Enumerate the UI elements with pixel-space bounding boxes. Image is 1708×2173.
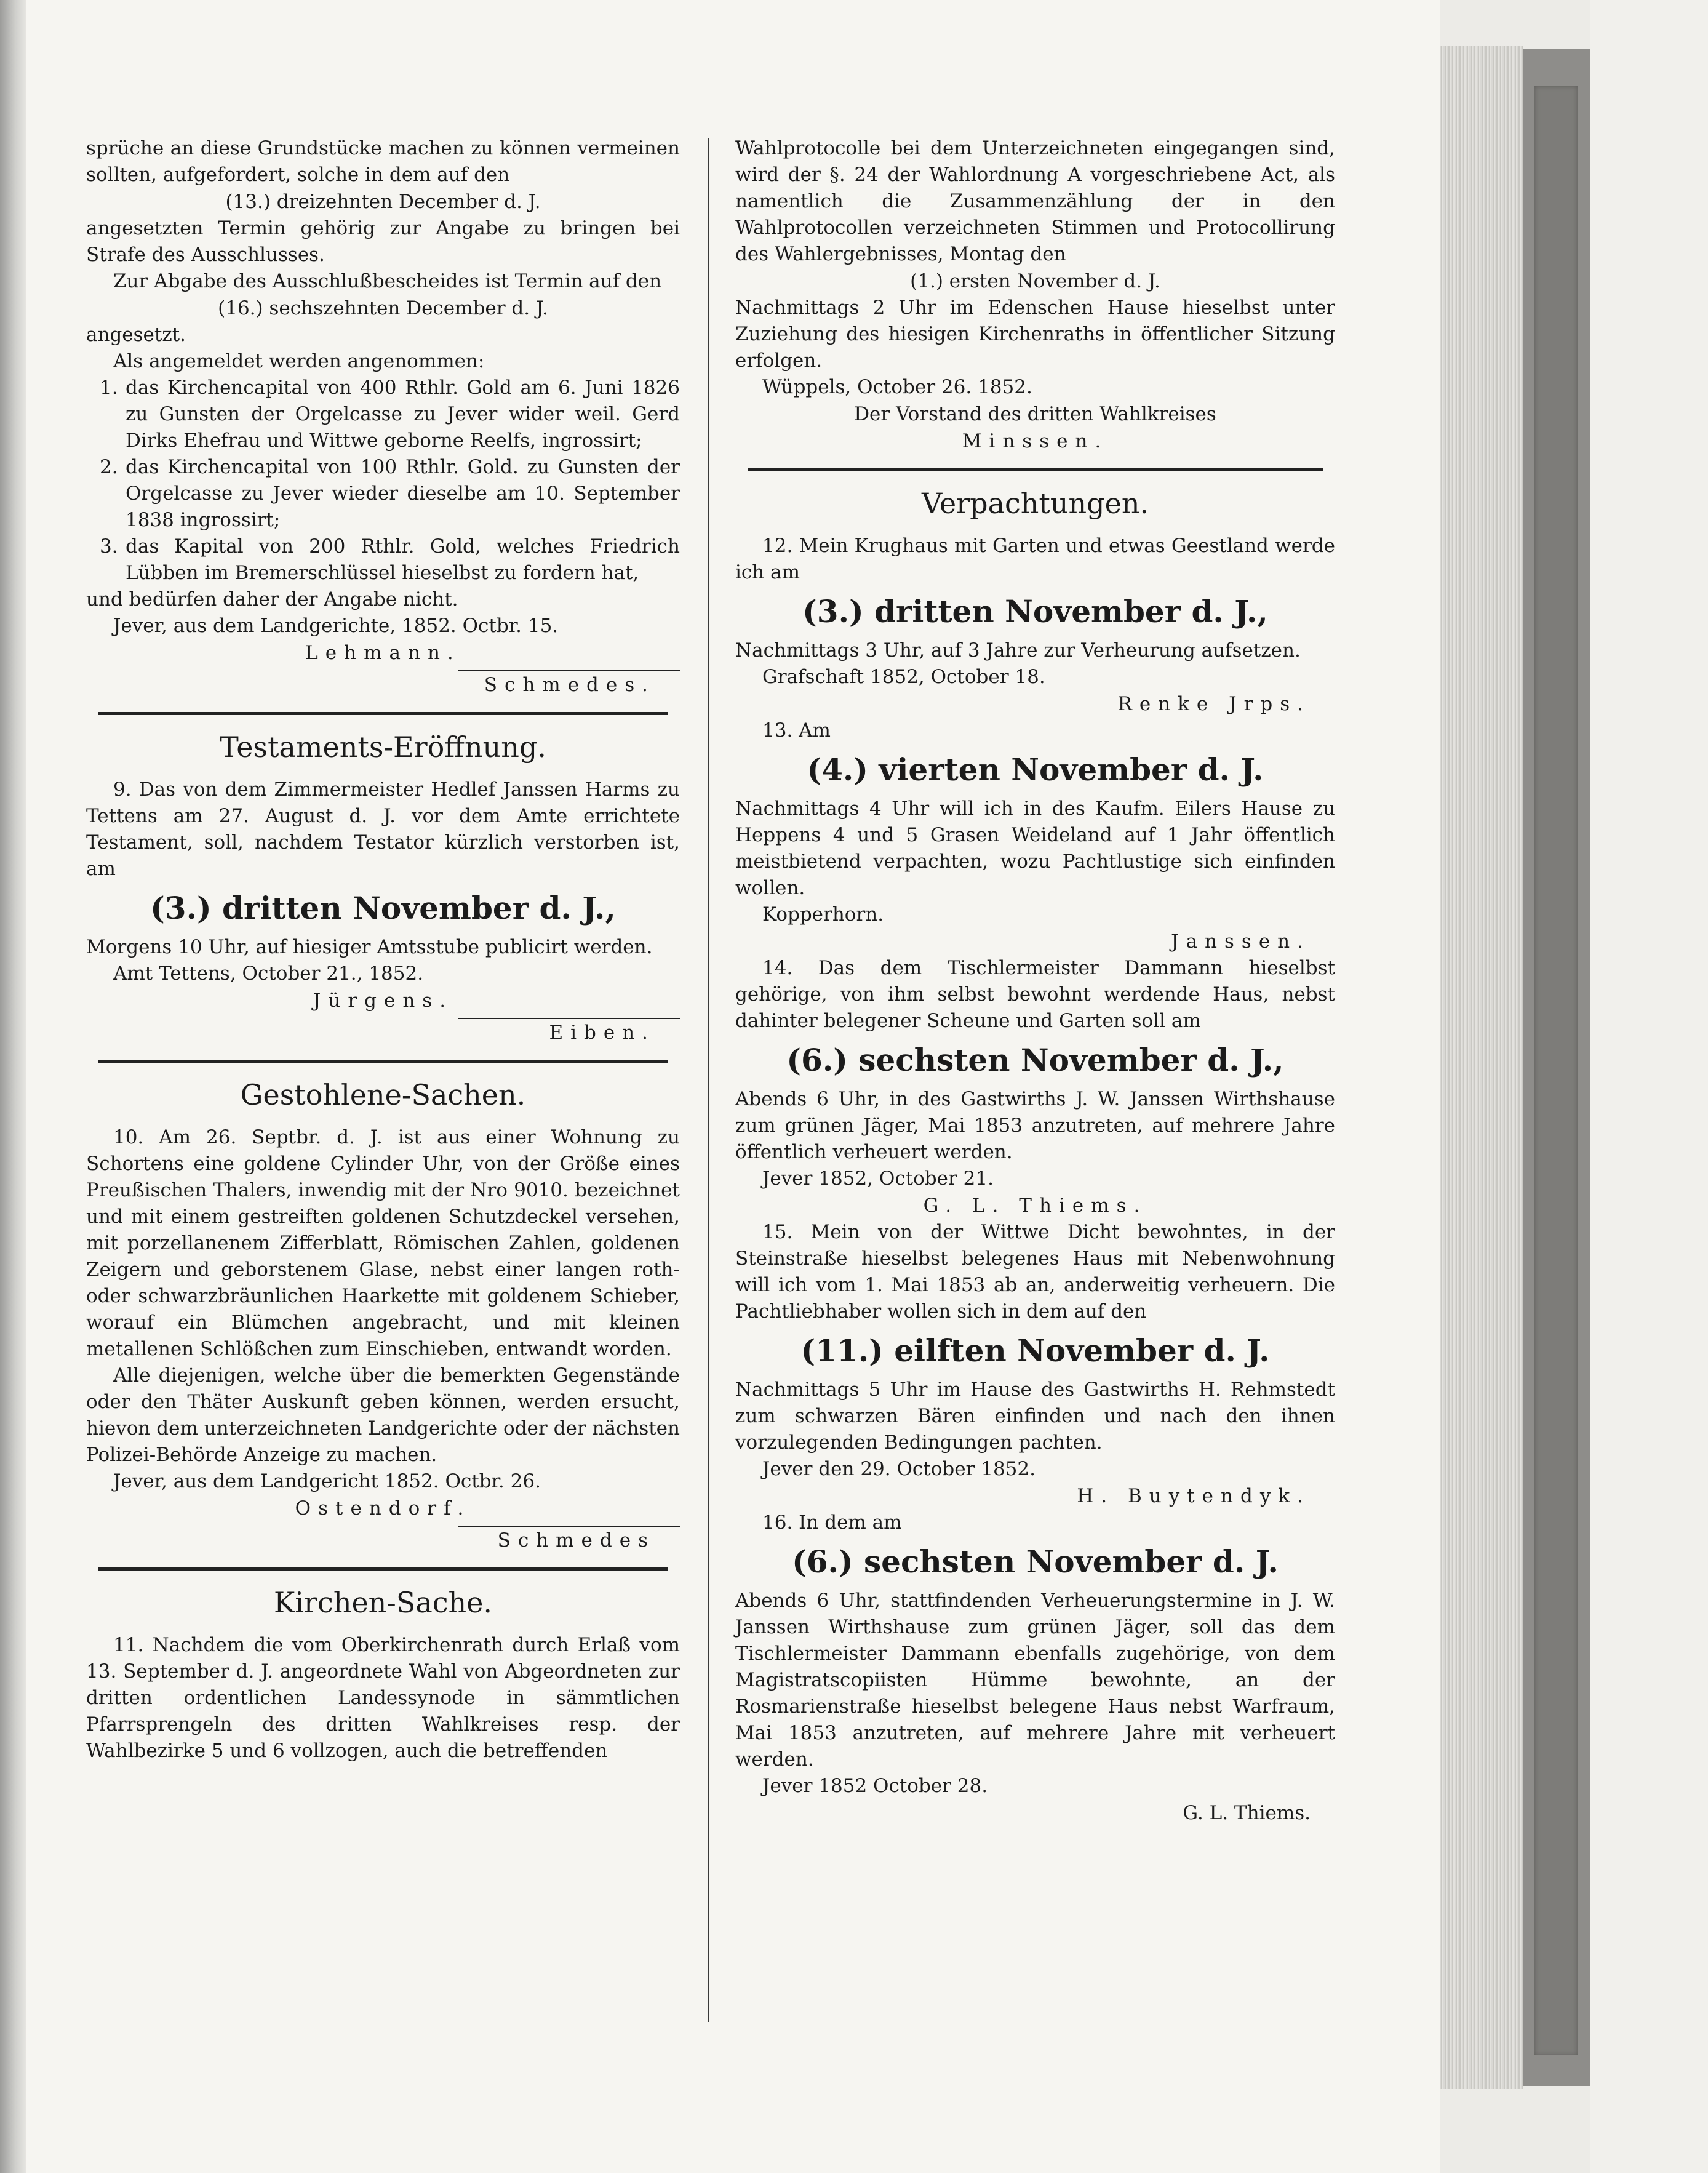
paragraph: Nachmittags 4 Uhr will ich in des Kaufm. Eilers Hause zu Heppens 4 und 5 Grasen Weideland auf 1 Jahr öffentlich meistbietend verpachten, wozu Pachtlustige sich einfinden wollen. <box>735 798 1335 899</box>
paragraph: Als angemeldet werden angenommen: <box>113 350 485 372</box>
paragraph: Nachmittags 3 Uhr, auf 3 Jahre zur Verheurung aufsetzen. <box>735 639 1301 662</box>
paragraph: Alle diejenigen, welche über die bemerkten Gegenstände oder den Thäter Auskunft geben können, werden ersucht, hievon dem unterzeichneten Landgerichte oder der nächsten Polizei-Behörde Anzeige zu machen. <box>86 1364 680 1466</box>
date-line: (13.) dreizehnten December d. J. <box>225 191 541 213</box>
paragraph: Abends 6 Uhr, in des Gastwirths J. W. Janssen Wirthshause zum grünen Jäger, Mai 1853 anzutreten, auf mehrere Jahre öffentlich verheuert werden. <box>735 1088 1335 1163</box>
signature: G. L. Thiems. <box>1183 1802 1311 1824</box>
date-headline: (3.) dritten November d. J., <box>802 593 1268 630</box>
list-item <box>86 375 680 454</box>
intro-text: sprüche an diese Grundstücke machen zu können vermeinen sollten, aufgefordert, solche in dem auf den <box>86 137 680 186</box>
list-text: das Kirchencapital von 100 Rthlr. Gold. zu Gunsten der Orgelcasse zu Jever wieder dieselbe am 10. September 1838 ingrossirt; <box>126 456 680 531</box>
right-column <box>735 135 1335 1827</box>
notice-paragraph: 15. Mein von der Wittwe Dicht bewohntes, in der Steinstraße hieselbst belegenes Haus mit Nebenwohnung will ich vom 1. Mai 1853 ab an, anderweitig verheuern. Die Pachtliebhaber wollen sich in dem auf den <box>735 1221 1335 1323</box>
paragraph: Zur Abgabe des Ausschlußbescheides ist Termin auf den <box>113 270 662 292</box>
signature: Janssen. <box>1171 930 1311 953</box>
signature: Renke Jrps. <box>1117 693 1311 715</box>
section-rule <box>98 712 668 715</box>
notice-paragraph: 10. Am 26. Septbr. d. J. ist aus einer Wohnung zu Schortens eine goldene Cylinder Uhr, von der Größe eines Preußischen Thalers, inwendig mit der Nro 9010. bezeichnet und mit einem gestreiften goldenen Schutzdeckel versehen, mit porzellanenem Zifferblatt, Römischen Zahlen, goldenen Zeigern und geborstenem Glase, nebst einer langen roth- oder schwarzbräunlichen Haarkette mit goldenem Schieber, worauf ein Blümchen angebracht, und mit kleinen metallenen Schlößchen zum Einschieben, entwandt worden. <box>86 1126 680 1360</box>
signature: Schmedes. <box>484 674 655 696</box>
section-rule <box>748 468 1323 471</box>
signature: Lehmann. <box>305 642 461 664</box>
list-item <box>86 534 680 586</box>
list-item <box>86 454 680 534</box>
date-headline: (4.) vierten November d. J. <box>807 751 1264 788</box>
place-date: Grafschaft 1852, October 18. <box>762 666 1045 688</box>
list-number: 2. <box>100 456 118 478</box>
section-heading: Verpachtungen. <box>921 487 1149 520</box>
list-number: 1. <box>100 377 118 399</box>
scan-background <box>1590 0 1708 2173</box>
place-date: Amt Tettens, October 21., 1852. <box>113 962 424 985</box>
notice-paragraph: 9. Das von dem Zimmermeister Hedlef Janssen Harms zu Tettens am 27. August d. J. vor dem Amte errichtete Testament, soll, nachdem Testator kürzlich verstorben ist, am <box>86 778 680 880</box>
book-spine-left <box>0 0 26 2173</box>
section-rule <box>98 1060 668 1063</box>
place: Kopperhorn. <box>762 903 884 926</box>
signature-title: Der Vorstand des dritten Wahlkreises <box>854 403 1216 425</box>
date-headline: (6.) sechsten November d. J. <box>792 1543 1279 1580</box>
paragraph: Abends 6 Uhr, stattfindenden Verheuerungstermine in J. W. Janssen Wirthshause zum grünen Jäger, soll das dem Tischlermeister Dammann ebenfalls zugehörige, von dem Magistratscopiisten Hümme bewohnte, an der Rosmarienstraße hieselbst belegene Haus nebst Warfraum, Mai 1853 anzutreten, auf mehrere Jahre mit verheuert werden. <box>735 1590 1335 1771</box>
place-date: Jever 1852 October 28. <box>762 1775 988 1797</box>
signature: Ostendorf. <box>295 1497 471 1519</box>
signature: Eiben. <box>549 1022 655 1044</box>
paragraph: angesetzten Termin gehörig zur Angabe zu bringen bei Strafe des Ausschlusses. <box>86 217 680 266</box>
date-line: (16.) sechszehnten December d. J. <box>218 297 548 319</box>
paragraph: und bedürfen daher der Angabe nicht. <box>86 588 458 610</box>
signature: Schmedes <box>497 1529 655 1551</box>
paragraph: Morgens 10 Uhr, auf hiesiger Amtsstube publicirt werden. <box>86 936 653 958</box>
section-rule <box>98 1567 668 1571</box>
section-heading: Kirchen-Sache. <box>273 1586 493 1619</box>
place-date: Wüppels, October 26. 1852. <box>762 376 1032 398</box>
left-column <box>86 135 680 1764</box>
section-heading: Testaments-Eröffnung. <box>220 730 546 764</box>
place-date: Jever, aus dem Landgericht 1852. Octbr. 26. <box>113 1470 541 1492</box>
notice-paragraph: 11. Nachdem die vom Oberkirchenrath durch Erlaß vom 13. September d. J. angeordnete Wahl von Abgeordneten zur dritten ordentlichen Landessynode in sämmtlichen Pfarrsprengeln des dritten Wahlkreises resp. der Wahlbezirke 5 und 6 vollzogen, auch die betreffenden <box>86 1634 680 1762</box>
signature: Jürgens. <box>313 990 453 1012</box>
list-text: das Kirchencapital von 400 Rthlr. Gold am 6. Juni 1826 zu Gunsten der Orgelcasse zu Jever wider weil. Gerd Dirks Ehefrau und Wittwe geborne Reelfs, ingrossirt; <box>126 377 680 452</box>
notice-paragraph: 16. In dem am <box>762 1511 902 1534</box>
date-headline: (3.) dritten November d. J., <box>150 890 616 926</box>
date-headline: (6.) sechsten November d. J., <box>786 1042 1284 1078</box>
section-heading: Gestohlene-Sachen. <box>240 1078 526 1111</box>
signature: G. L. Thiems. <box>923 1195 1147 1217</box>
list-number: 3. <box>100 535 118 558</box>
column-divider <box>708 138 709 2022</box>
date-line: (1.) ersten November d. J. <box>910 270 1160 292</box>
book-cover-inner <box>1534 86 1578 2055</box>
date-headline: (11.) eilften November d. J. <box>800 1332 1270 1369</box>
list-text: das Kapital von 200 Rthlr. Gold, welches Friedrich Lübben im Bremerschlüssel hieselbst zu fordern hat, <box>126 535 680 584</box>
notice-paragraph: 14. Das dem Tischlermeister Dammann hieselbst gehörige, von ihm selbst bewohnt werdende Haus, nebst dahinter belegener Scheune und Garten soll am <box>735 957 1335 1032</box>
signature: Minssen. <box>962 430 1109 452</box>
paragraph: Wahlprotocolle bei dem Unterzeichneten eingegangen sind, wird der §. 24 der Wahlordnung A vorgeschriebene Act, als namentlich die Zusammenzählung der in den Wahlprotocollen verzeichneten Stimmen und Protocollirung des Wahlergebnisses, Montag den <box>735 137 1335 265</box>
notice-paragraph: 13. Am <box>762 719 831 742</box>
page-edges <box>1440 46 1523 2089</box>
paragraph: Nachmittags 2 Uhr im Edenschen Hause hieselbst unter Zuziehung des hiesigen Kirchenraths in öffentlicher Sitzung erfolgen. <box>735 297 1335 372</box>
notice-paragraph: 12. Mein Krughaus mit Garten und etwas Geestland werde ich am <box>735 535 1335 583</box>
place-date: Jever, aus dem Landgerichte, 1852. Octbr. 15. <box>113 615 559 637</box>
paragraph: angesetzt. <box>86 324 186 346</box>
signature: H. Buytendyk. <box>1077 1485 1311 1507</box>
place-date: Jever den 29. October 1852. <box>762 1458 1036 1480</box>
place-date: Jever 1852, October 21. <box>762 1167 994 1190</box>
paragraph: Nachmittags 5 Uhr im Hause des Gastwirths H. Rehmstedt zum schwarzen Bären einfinden und nach den ihnen vorzulegenden Bedingungen pachten. <box>735 1379 1335 1454</box>
